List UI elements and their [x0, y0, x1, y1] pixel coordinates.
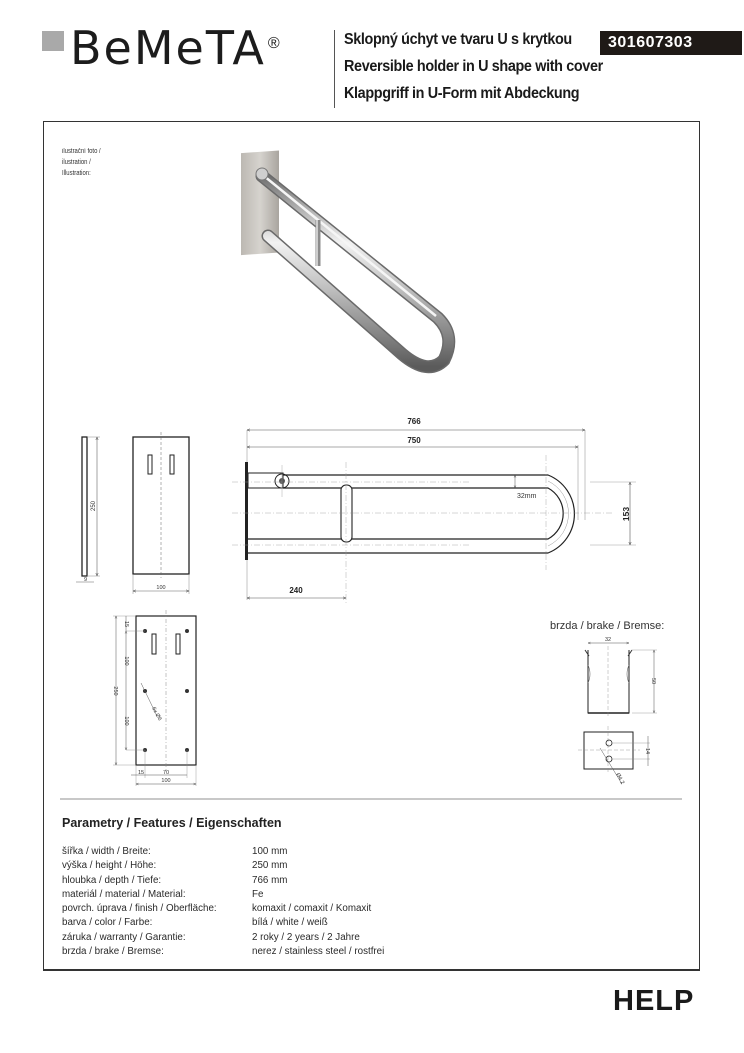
mount-left-offset-label: 15	[137, 770, 145, 776]
feature-value: nerez / stainless steel / rostfrei	[252, 946, 385, 958]
feature-key: brzda / brake / Bremse:	[62, 946, 164, 958]
feature-value: 2 roky / 2 years / 2 Jahre	[252, 931, 360, 943]
tube-diameter-label: 32mm	[517, 493, 537, 500]
feature-value: 250 mm	[252, 860, 288, 872]
mount-top-offset-label: 15	[123, 620, 129, 628]
series-name: HELP	[613, 985, 695, 1017]
feature-value: 100 mm	[252, 846, 288, 857]
mount-spacing-1-label: 100	[123, 656, 129, 666]
brake-height-label: 50	[650, 677, 656, 685]
feature-key: šířka / width / Breite:	[62, 846, 151, 857]
feature-row	[62, 945, 384, 959]
feature-row	[62, 902, 384, 916]
u-bar-drawing	[232, 417, 636, 603]
mount-width-label: 100	[161, 778, 171, 784]
title-en: Reversible holder in U shape with cover	[344, 58, 603, 75]
photo-caption-cz: ilustrační foto /	[62, 148, 101, 155]
feature-row	[62, 931, 384, 945]
mount-spacing-2-label: 100	[123, 716, 129, 726]
section-separator	[60, 798, 682, 800]
feature-value: 766 mm	[252, 874, 288, 886]
title-de: Klappgriff in U-Form mit Abdeckung	[344, 85, 580, 102]
features-table	[62, 845, 384, 959]
inner-length-label: 750	[407, 436, 421, 445]
support-offset-label: 240	[289, 586, 303, 595]
photo-caption-de: Illustration:	[62, 170, 91, 177]
feature-row	[62, 888, 384, 902]
side-plate-height-label: 250	[91, 500, 97, 512]
feature-value: Fe	[252, 888, 264, 900]
feature-row	[62, 845, 384, 859]
feature-row	[62, 916, 384, 930]
feature-value: komaxit / comaxit / Komaxit	[252, 903, 372, 915]
front-plate-drawing	[133, 432, 189, 594]
mount-hole-spacing-label: 70	[162, 770, 170, 776]
depth-label: 153	[621, 506, 631, 522]
mount-plate-drawing	[112, 610, 196, 786]
feature-row	[62, 874, 384, 888]
mount-hole-label: 6x Ø6	[150, 706, 163, 722]
brake-hole-label: Ø4.2	[614, 772, 626, 786]
feature-key: barva / color / Farbe:	[62, 917, 153, 929]
features-title: Parametry / Features / Eigenschaften	[62, 816, 282, 830]
product-photo	[241, 150, 449, 366]
photo-caption-en: ilustration /	[62, 159, 91, 166]
brake-hole-spacing-label: 14	[644, 747, 650, 755]
brake-drawing	[578, 637, 657, 785]
product-code-badge: 301607303	[600, 31, 742, 55]
mount-total-height-label: 250	[112, 686, 118, 696]
logo-text: BeMeTA	[70, 21, 266, 75]
feature-value: bílá / white / weiß	[252, 917, 328, 929]
feature-row	[62, 859, 384, 873]
side-plate-drawing	[76, 437, 100, 583]
overall-length-label: 766	[407, 417, 421, 426]
feature-key: výška / height / Höhe:	[62, 860, 157, 872]
feature-key: materiál / material / Material:	[62, 888, 186, 900]
side-plate-thickness-label: 9	[84, 577, 88, 583]
feature-key: záruka / warranty / Garantie:	[62, 931, 186, 943]
registered-mark: ®	[267, 35, 280, 52]
feature-key: hloubka / depth / Tiefe:	[62, 874, 162, 886]
front-plate-width-label: 100	[156, 585, 166, 591]
title-cz: Sklopný úchyt ve tvaru U s krytkou	[344, 31, 572, 48]
feature-key: povrch. úprava / finish / Oberfläche:	[62, 903, 217, 915]
brake-width-label: 32	[604, 637, 612, 643]
brake-label: brzda / brake / Bremse:	[550, 620, 665, 632]
